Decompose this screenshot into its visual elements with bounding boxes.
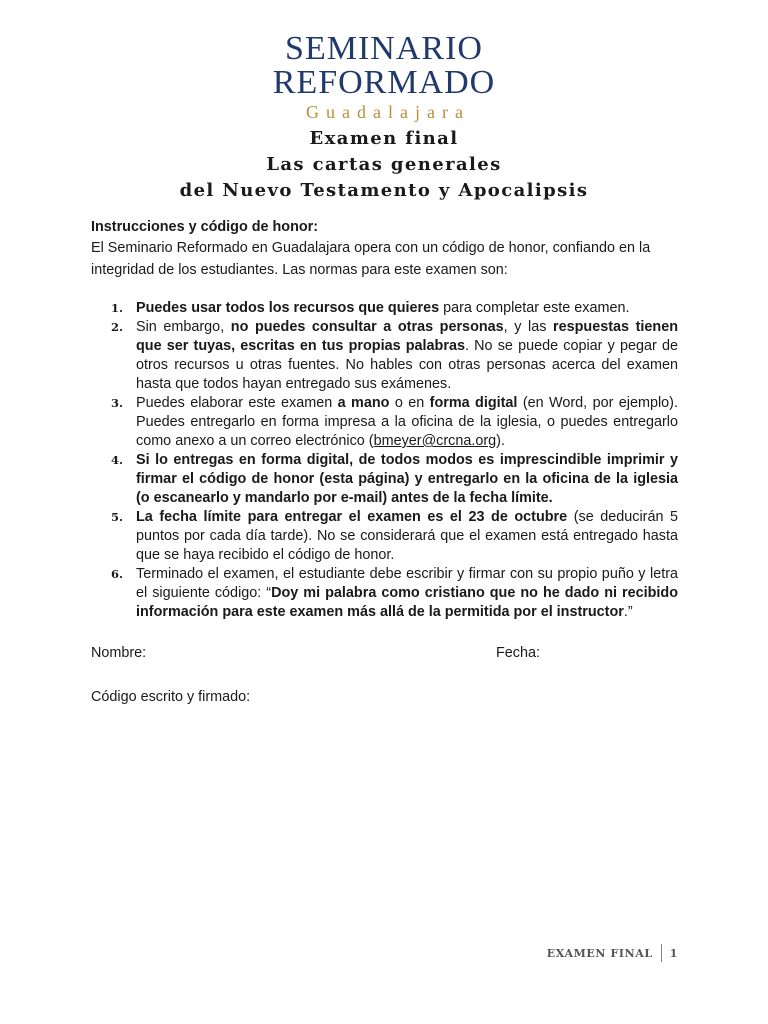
title-line-1: Examen final [309,128,459,149]
footer-label: EXAMEN FINAL [546,946,653,960]
instructions-heading: Instrucciones y código de honor: [91,219,319,235]
rule-text-bold: a mano [337,395,390,411]
logo-line-1: SEMINARIO [285,30,483,67]
rule-number: 2. [111,320,124,334]
rule-number: 1. [111,301,124,315]
rules-list [91,299,678,622]
rule-text-bold: forma digital [429,395,518,411]
footer-divider [661,944,662,962]
rule-text-bold: Doy mi palabra como cristiano que no he dado ni recibido información para este examen más allá de la permitida por el instructor [136,585,679,620]
rule-number: 5. [111,510,124,524]
rule-text: ). [496,433,505,449]
logo-line-3: Guadalajara [306,102,470,122]
instructions-intro: El Seminario Reformado en Guadalajara opera con un código de honor, confiando en la integridad de los estudiantes. Las normas para este examen son: [91,240,651,278]
logo [0,32,768,122]
email-link[interactable]: bmeyer@crcna.org [373,433,497,449]
rule-text-bold: Si lo entregas en forma digital, de todos modos es imprescindible imprimir y firmar el código de honor (esta página) y entregarlo en la oficina de la iglesia (o escanearlo y mandarlo por e-mail) antes de la fecha límite. [136,452,678,506]
page-number: 1 [669,946,678,960]
rule-text: Terminado el examen, el estudiante debe escribir y firmar con su propio puño y letra el siguiente código: “ [136,566,678,601]
rule-text-bold: respuestas tienen que ser tuyas, escritas en tus propias palabras [136,319,678,354]
rule-text: .” [623,604,633,620]
logo-line-2: REFORMADO [272,64,496,101]
signature-fields [91,644,678,704]
rule-text: Sin embargo, [136,319,231,335]
title-line-2: Las cartas generales [266,154,502,175]
rule-item [91,394,678,451]
codigo-label: Código escrito y firmado: [91,689,251,705]
rule-item [91,508,678,565]
rule-text: para completar este examen. [439,300,630,316]
rule-number: 6. [111,567,124,581]
rule-item [91,318,678,394]
rule-number: 3. [111,396,124,410]
rule-item [91,451,678,508]
instructions-section [91,218,678,704]
exam-title [0,126,768,204]
nombre-label: Nombre: [91,645,147,661]
rule-text: , y las [503,319,554,335]
rule-text: o en [389,395,430,411]
rule-text: . No se puede copiar y pegar de otros recursos u otras fuentes. No hables con otras personas acerca del examen hasta que todos hayan entregado sus exámenes. [136,338,678,392]
page-footer [547,944,678,962]
rule-item [91,299,678,318]
fecha-label: Fecha: [496,645,540,661]
title-line-3: del Nuevo Testamento y Apocalipsis [179,180,589,201]
rule-text: (se deducirán 5 puntos por cada día tarde). No se considerará que el examen está entregado hasta que se haya recibido el código de honor. [136,509,678,563]
rule-text: Puedes elaborar este examen [136,395,338,411]
rule-number: 4. [111,453,124,467]
rule-text: (en Word, por ejemplo). Puedes entregarlo en forma impresa a la oficina de la iglesia, o puedes entregarlo como anexo a un correo electrónico ( [136,395,678,449]
rule-item [91,565,678,622]
rule-text-bold: Puedes usar todos los recursos que quieres [136,300,440,316]
rule-text-bold: no puedes consultar a otras personas [230,319,504,335]
rule-text-bold: La fecha límite para entregar el examen es el 23 de octubre [136,509,568,525]
